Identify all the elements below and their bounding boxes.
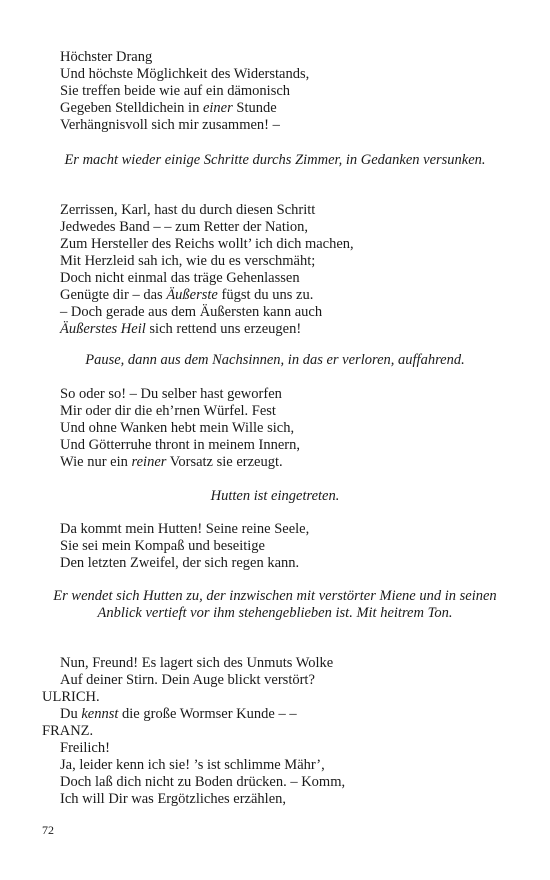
verse-text: fügst du uns zu.: [217, 287, 314, 303]
verse-line: Mit Herzleid sah ich, wie du es verschmäht;: [60, 253, 316, 269]
verse-stanza: [0, 740, 550, 808]
verse-text: Vorsatz sie erzeugt.: [166, 454, 283, 470]
verse-line: Höchster Drang: [60, 49, 153, 65]
verse-text: Stunde: [232, 100, 277, 116]
verse-text: die große Wormser Kunde – –: [118, 706, 297, 722]
emphasis-text: reiner: [131, 454, 167, 470]
verse-stanza: [0, 521, 550, 572]
verse-line: Doch nicht einmal das träge Gehenlassen: [60, 270, 300, 286]
verse-line: Sie treffen beide wie auf ein dämonisch: [60, 83, 291, 99]
verse-line: Doch laß dich nicht zu Boden drücken. – Komm,: [60, 774, 346, 790]
speaker-name: FRANZ.: [42, 723, 94, 739]
verse-stanza: [0, 706, 550, 723]
emphasis-text: Äußerste: [166, 287, 218, 303]
verse-text: Wie nur ein: [60, 454, 132, 470]
verse-line: Verhängnisvoll sich mir zusammen! –: [60, 117, 280, 133]
verse-line: Jedwedes Band – – zum Retter der Nation,: [60, 219, 309, 235]
speaker-block: [0, 723, 550, 740]
verse-stanza: [0, 49, 550, 134]
emphasis-text: Äußerstes Heil: [60, 321, 146, 337]
verse-line: Sie sei mein Kompaß und beseitige: [60, 538, 265, 554]
verse-line: Da kommt mein Hutten! Seine reine Seele,: [60, 521, 310, 537]
speaker-name: ULRICH.: [42, 689, 100, 705]
page-number: 72: [42, 823, 54, 837]
verse-text: Genügte dir – das: [60, 287, 167, 303]
verse-line: Und ohne Wanken hebt mein Wille sich,: [60, 420, 295, 436]
verse-line: Zum Hersteller des Reichs wollt’ ich dich machen,: [60, 236, 354, 252]
emphasis-text: kennst: [81, 706, 119, 722]
verse-line: [0, 100, 550, 117]
emphasis-text: einer: [202, 100, 233, 116]
verse-line: [0, 706, 550, 723]
verse-stanza: [0, 655, 550, 689]
verse-line: Nun, Freund! Es lagert sich des Unmuts Wolke: [60, 655, 334, 671]
verse-line: Ja, leider kenn ich sie! ’s ist schlimme Mähr’,: [60, 757, 325, 773]
verse-text: Gegeben Stelldichein in: [60, 100, 203, 116]
verse-line: [0, 454, 550, 471]
stage-direction: Er macht wieder einige Schritte durchs Zimmer, in Gedanken versunken.: [64, 152, 486, 168]
verse-line: Und Götterruhe thront in meinem Innern,: [60, 437, 300, 453]
verse-line: Freilich!: [60, 740, 110, 756]
verse-line: Und höchste Möglichkeit des Widerstands,: [60, 66, 310, 82]
stage-direction: Er wendet sich Hutten zu, der inzwischen mit verstörter Miene und in seinen Anblick vertieft vor ihm stehengeblieben ist. Mit heitrem Ton.: [53, 588, 497, 621]
verse-line: Den letzten Zweifel, der sich regen kann.: [60, 555, 300, 571]
verse-line: – Doch gerade aus dem Äußersten kann auch: [60, 304, 323, 320]
verse-line: Ich will Dir was Ergötzliches erzählen,: [60, 791, 287, 807]
verse-text: sich rettend uns erzeugen!: [145, 321, 302, 337]
speaker-block: [0, 689, 550, 706]
verse-line: Auf deiner Stirn. Dein Auge blickt verstört?: [60, 672, 315, 688]
verse-stanza: [0, 386, 550, 471]
verse-line: So oder so! – Du selber hast geworfen: [60, 386, 282, 402]
verse-line: [0, 287, 550, 304]
verse-line: Mir oder dir die eh’rnen Würfel. Fest: [60, 403, 276, 419]
verse-line: [0, 321, 550, 338]
stage-direction: Pause, dann aus dem Nachsinnen, in das er verloren, auffahrend.: [85, 352, 465, 368]
verse-line: Zerrissen, Karl, hast du durch diesen Schritt: [60, 202, 316, 218]
verse-stanza: [0, 202, 550, 338]
stage-direction: Hutten ist eingetreten.: [210, 488, 340, 504]
verse-text: Du: [60, 706, 82, 722]
